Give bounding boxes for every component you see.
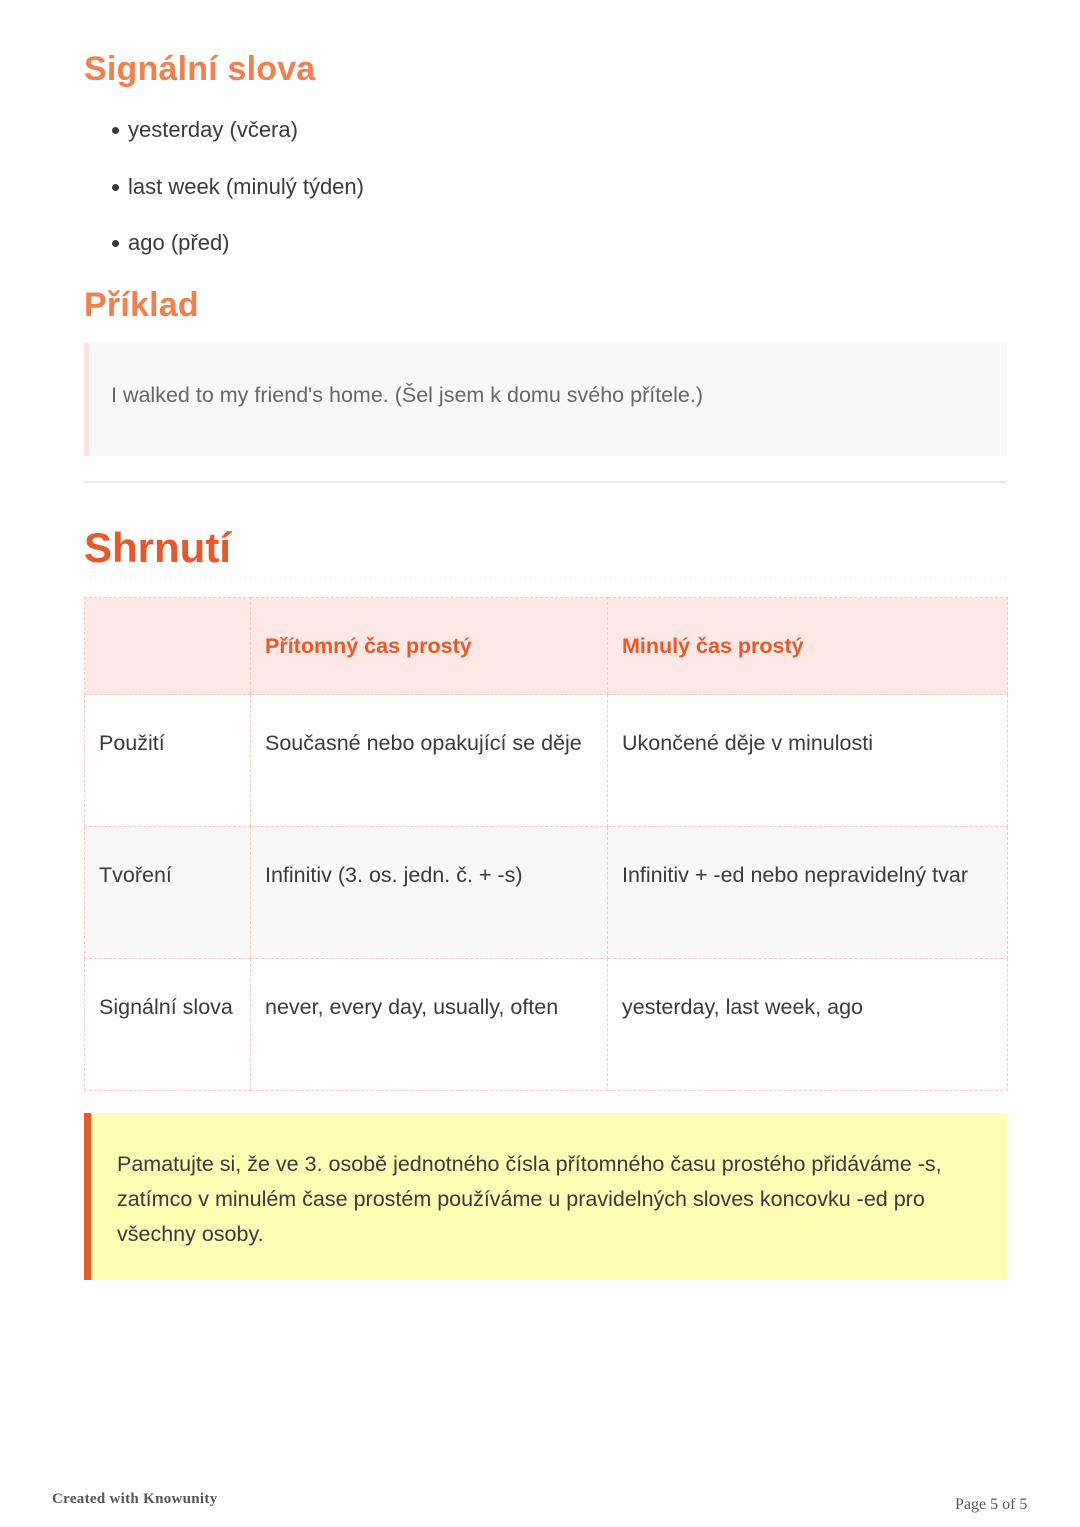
table-cell: never, every day, usually, often xyxy=(251,959,608,1091)
table-cell: Použití xyxy=(85,695,251,827)
example-quote xyxy=(84,343,1007,456)
reminder-note: Pamatujte si, že ve 3. osobě jednotného čísla přítomného času prostého přidáváme -s, zatímco v minulém čase prostém používáme u pravidelných sloves koncovku -ed pro všechny osoby. xyxy=(84,1113,1007,1280)
table-cell: Současné nebo opakující se děje xyxy=(251,695,608,827)
table-cell: Tvoření xyxy=(85,827,251,959)
table-header-row xyxy=(85,598,1008,695)
table-cell: Infinitiv + -ed nebo nepravidelný tvar xyxy=(608,827,1008,959)
table-header-cell: Minulý čas prostý xyxy=(608,598,1008,695)
summary-table xyxy=(84,597,1008,1091)
table-cell: Ukončené děje v minulosti xyxy=(608,695,1008,827)
table-header-cell xyxy=(85,598,251,695)
signal-words-heading: Signální slova xyxy=(84,50,316,88)
title-underline xyxy=(84,578,1007,579)
divider xyxy=(84,481,1007,483)
page-number: Page 5 of 5 xyxy=(955,1496,1028,1513)
signal-words-list xyxy=(112,112,364,282)
bullet-icon xyxy=(112,184,119,191)
table-cell: Signální slova xyxy=(85,959,251,1091)
list-item xyxy=(112,225,364,282)
list-item xyxy=(112,169,364,226)
table-row xyxy=(85,959,1008,1091)
table-cell: Infinitiv (3. os. jedn. č. + -s) xyxy=(251,827,608,959)
table-header-cell: Přítomný čas prostý xyxy=(251,598,608,695)
footer-credit: Created with Knowunity xyxy=(52,1491,218,1507)
example-quote-text: I walked to my friend's home. (Šel jsem k domu svého přítele.) xyxy=(111,383,704,407)
list-item-text: ago (před) xyxy=(128,230,230,255)
bullet-icon xyxy=(112,127,119,134)
table-cell: yesterday, last week, ago xyxy=(608,959,1008,1091)
example-heading: Příklad xyxy=(84,286,199,324)
table-row xyxy=(85,695,1008,827)
list-item xyxy=(112,112,364,169)
table-row xyxy=(85,827,1008,959)
list-item-text: last week (minulý týden) xyxy=(128,173,364,199)
bullet-icon xyxy=(112,240,119,247)
list-item-text: yesterday (včera) xyxy=(128,117,298,142)
summary-title: Shrnutí xyxy=(84,524,231,571)
